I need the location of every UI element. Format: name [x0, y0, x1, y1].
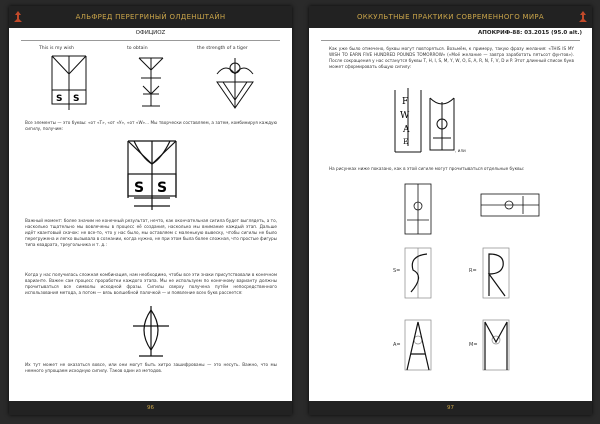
right-header-title: ОККУЛЬТНЫЕ ПРАКТИКИ СОВРЕМЕННОГО МИРА: [356, 13, 545, 21]
sigil-letter-m: [481, 318, 511, 372]
left-page-footer: [9, 401, 292, 415]
svg-text:S: S: [56, 94, 63, 104]
left-paragraph-1: Все элементы — это буквы: «от «Т», «от «У», «от «W»... Мы творчески составляем, а затем, комбинируя каждую сигилу, получим:: [25, 120, 277, 131]
caption-obtain: to obtain: [127, 46, 148, 51]
left-page-number: 96: [147, 405, 154, 411]
caption-tiger: the strength of a tiger: [197, 46, 248, 51]
right-divider: [321, 40, 580, 41]
sigil-combined: [124, 138, 180, 212]
left-page-header: [9, 6, 292, 28]
letter-label-r: R=: [469, 268, 477, 274]
svg-text:S: S: [134, 180, 145, 196]
sigil-letter-a: [403, 318, 433, 372]
sigil-breakdown-rotated: [479, 192, 541, 218]
sigil-tiger: [214, 56, 256, 110]
left-header-title: АЛЬФРЕД ПЕРЕГРИНЫЙ ОЛДЕНШТАЙН: [75, 13, 226, 21]
letter-label-m: M=: [469, 342, 478, 348]
sigil-simplified: [129, 304, 173, 358]
sigil-phrase-letters: [391, 84, 425, 156]
svg-text:A: A: [403, 125, 410, 135]
right-page-footer: [309, 401, 592, 415]
letter-label-s: S=: [393, 268, 401, 274]
svg-text:W: W: [400, 111, 410, 121]
right-paragraph-1: Как уже было отмечено, буквы могут повторяться. Возьмём, к примеру, такую фразу желания: «THIS IS MY WISH TO EARN FIVE HUNDRED POUNDS TOMORROW» («Моё желание — завтра заработать пятьсот фунтов»). После сокращения у нас останутся буквы T, H, I, S, M, Y, W, O, E, A, R, N, F, V, D и P. Этот длинный список букв может сформировать общую сигилу:: [329, 46, 574, 69]
sigil-letter-r: [481, 246, 511, 300]
right-subheader: АПОКРИФ-88: 03.2015 (95.0 alt.): [478, 30, 582, 36]
right-ili: , или: [455, 148, 466, 153]
svg-text:S: S: [73, 94, 80, 104]
svg-text:E: E: [403, 138, 409, 146]
sigil-letter-s: [403, 246, 433, 300]
magazine-logo-icon: [577, 10, 589, 23]
svg-text:S: S: [157, 180, 168, 196]
right-page-header: [309, 6, 592, 28]
left-subheader: ОФИЦИОZ: [135, 30, 166, 36]
left-paragraph-4: Их тут может не оказаться вовсе, или они могут быть хитро зашифрованы — это неcуть. Важно, что мы немного упрощаем исходную сигилу. Таков один из методов.: [25, 362, 277, 373]
sigil-breakdown-base: [403, 182, 433, 236]
right-page-number: 97: [447, 405, 454, 411]
left-page: [9, 6, 292, 415]
right-paragraph-2: На рисунках ниже показано, как в этой сигиле могут прочитываться отдельные буквы:: [329, 166, 525, 171]
sigil-wish: [49, 54, 89, 112]
letter-label-a: A=: [393, 342, 401, 348]
sigil-phrase-simple: [427, 94, 457, 154]
left-divider: [21, 40, 280, 41]
caption-wish: This is my wish: [39, 46, 74, 51]
left-paragraph-2: Важный момент: более значим не конечный результат, нечто, как окончательная сигила будет выглядеть, а то, насколько тщательно мы вовлечены в процесс её создания, насколько мы внимание каждый этап. Дальше идёт квантовый скачок: не все-то, что у нас было, мы оставляем с маленькую вывеску, чтобы сигилы не было перегружена и легко вызывала в сознании, когда нужно, не при этом была более сложная, что простые фигуры типа квадрата, треугольника и т. д.:: [25, 218, 277, 247]
svg-text:F: F: [402, 97, 409, 107]
sigil-obtain: [136, 56, 166, 108]
magazine-logo-icon: [12, 10, 24, 23]
left-paragraph-3: Когда у нас получилась сложная комбинация, нам необходимо, чтобы все эти знаки присутствовали в конечном варианте. Важен сам процесс проработки каждого этапа. Мы не используем по конечному варианту должны прочитываться все символы исходной фразы. Сигилы сверху получена путём непосредственного использования метода, а потом — вязь волшебной палочкой — и появление всех букв рассеется:: [25, 272, 277, 295]
right-page: [309, 6, 592, 415]
